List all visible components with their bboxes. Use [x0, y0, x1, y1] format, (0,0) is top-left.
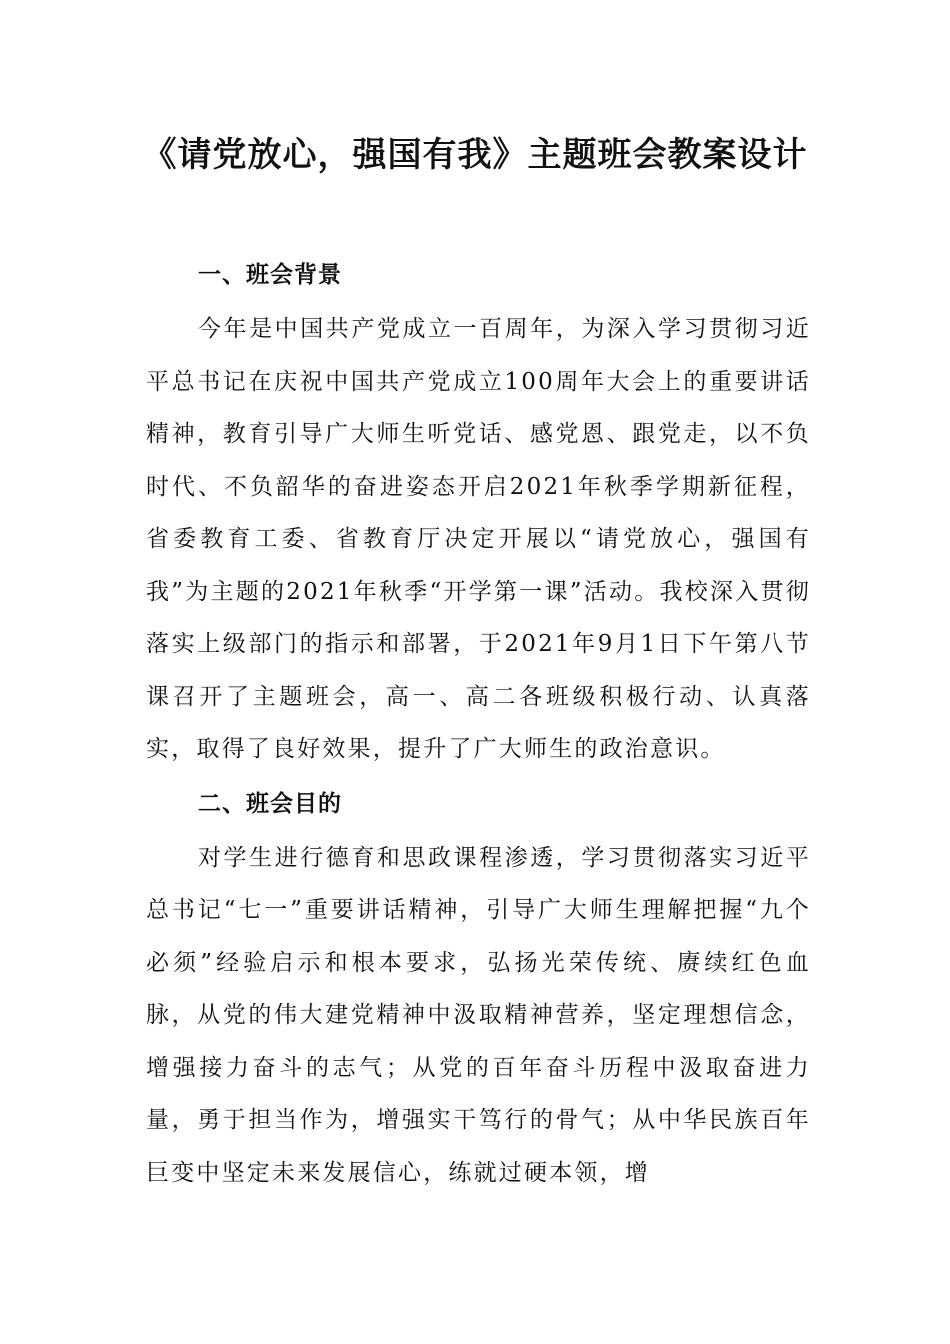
- section-heading-background: 一、班会背景: [198, 262, 342, 288]
- document-title: 《请党放心，强国有我》主题班会教案设计: [142, 135, 808, 175]
- section-paragraph-background: 今年是中国共产党成立一百周年，为深入学习贯彻习近平总书记在庆祝中国共产党成立100周年大会上的重要讲话精神，教育引导广大师生听党话、感党恩、跟党走，以不负时代、不负韶华的奋进姿态开启2021年秋季学期新征程，省委教育工委、省教育厅决定开展以“请党放心，强国有我”为主题的2021年秋季“开学第一课”活动。我校深入贯彻落实上级部门的指示和部署，于2021年9月1日下午第八节课召开了主题班会，高一、高二各班级积极行动、认真落实，取得了良好效果，提升了广大师生的政治意识。: [146, 316, 811, 762]
- section-heading-purpose: 二、班会目的: [198, 790, 342, 817]
- document-body: [146, 247, 811, 1199]
- section-paragraph-purpose: 对学生进行德育和思政课程渗透，学习贯彻落实习近平总书记“七一”重要讲话精神，引导广大师生理解把握“九个必须”经验启示和根本要求，弘扬光荣传统、赓续红色血脉，从党的伟大建党精神中汲取精神营养，坚定理想信念，增强接力奋斗的志气；从党的百年奋斗历程中汲取奋进力量，勇于担当作为，增强实干笃行的骨气；从中华民族百年巨变中坚定未来发展信心，练就过硬本领，增: [146, 844, 811, 1186]
